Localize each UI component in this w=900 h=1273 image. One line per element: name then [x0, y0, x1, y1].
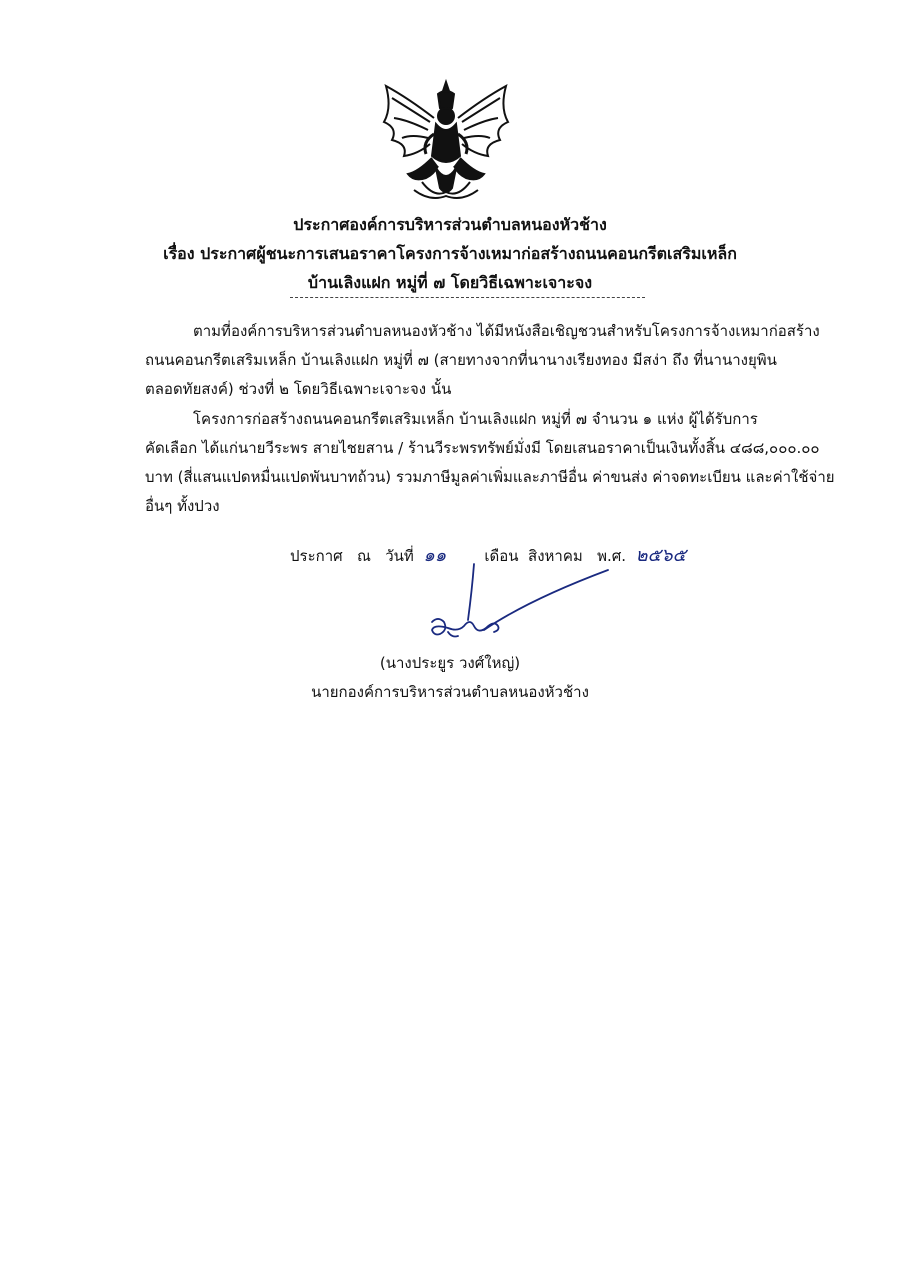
date-era-label: พ.ศ.: [597, 547, 627, 565]
date-month: สิงหาคม: [528, 547, 583, 565]
header-line-3: บ้านเลิงแฝก หมู่ที่ ๗ โดยวิธีเฉพาะเจาะจง: [307, 273, 593, 292]
paragraph-2-line-1: โครงการก่อสร้างถนนคอนกรีตเสริมเหล็ก บ้านเลิงแฝก หมู่ที่ ๗ จำนวน ๑ แห่ง ผู้ได้รับการ: [193, 410, 758, 428]
signature-mark: [418, 560, 613, 650]
date-at-label: ณ: [356, 547, 371, 565]
paragraph-1-line-3: ตลอดทัยสงค์) ช่วงที่ ๒ โดยวิธีเฉพาะเจาะจง นั้น: [145, 380, 452, 398]
paragraph-1-line-1: ตามที่องค์การบริหารส่วนตำบลหนองหัวช้าง ได้มีหนังสือเชิญชวนสำหรับโครงการจ้างเหมาก่อสร้าง: [193, 322, 820, 340]
date-announce-label: ประกาศ: [290, 547, 343, 565]
paragraph-2-line-3: บาท (สี่แสนแปดหมื่นแปดพันบาทถ้วน) รวมภาษีมูลค่าเพิ่มและภาษีอื่น ค่าขนส่ง ค่าจดทะเบียน และค่าใช้จ่าย: [145, 468, 835, 486]
date-year-handwritten: ๒๕๖๕: [635, 545, 687, 566]
paragraph-1: [145, 317, 825, 404]
header-line-1: ประกาศองค์การบริหารส่วนตำบลหนองหัวช้าง: [293, 215, 607, 234]
date-day-label: วันที่: [385, 547, 414, 565]
date-day-handwritten: ๑๑: [423, 545, 447, 566]
signer-name: (นางประยูร วงศ์ใหญ่): [379, 654, 521, 672]
garuda-emblem-icon: [378, 78, 514, 202]
paragraph-2-line-4: อื่นๆ ทั้งปวง: [145, 497, 220, 515]
paragraph-2: [145, 405, 835, 521]
document-header: [120, 210, 780, 297]
signer-title: นายกองค์การบริหารส่วนตำบลหนองหัวช้าง: [311, 683, 589, 701]
header-divider: [290, 297, 645, 298]
header-line-2: เรื่อง ประกาศผู้ชนะการเสนอราคาโครงการจ้างเหมาก่อสร้างถนนคอนกรีตเสริมเหล็ก: [163, 244, 737, 263]
paragraph-2-line-2: คัดเลือก ได้แก่นายวีระพร สายไชยสาน / ร้านวีระพรทรัพย์มั่งมี โดยเสนอราคาเป็นเงินทั้งสิ้น ๔๘๘,๐๐๐.๐๐: [145, 439, 820, 457]
paragraph-1-line-2: ถนนคอนกรีตเสริมเหล็ก บ้านเลิงแฝก หมู่ที่ ๗ (สายทางจากที่นานางเรียงทอง มีสง่า ถึง ที่นานางยุพิน: [145, 351, 777, 369]
date-month-label: เดือน: [484, 547, 519, 565]
